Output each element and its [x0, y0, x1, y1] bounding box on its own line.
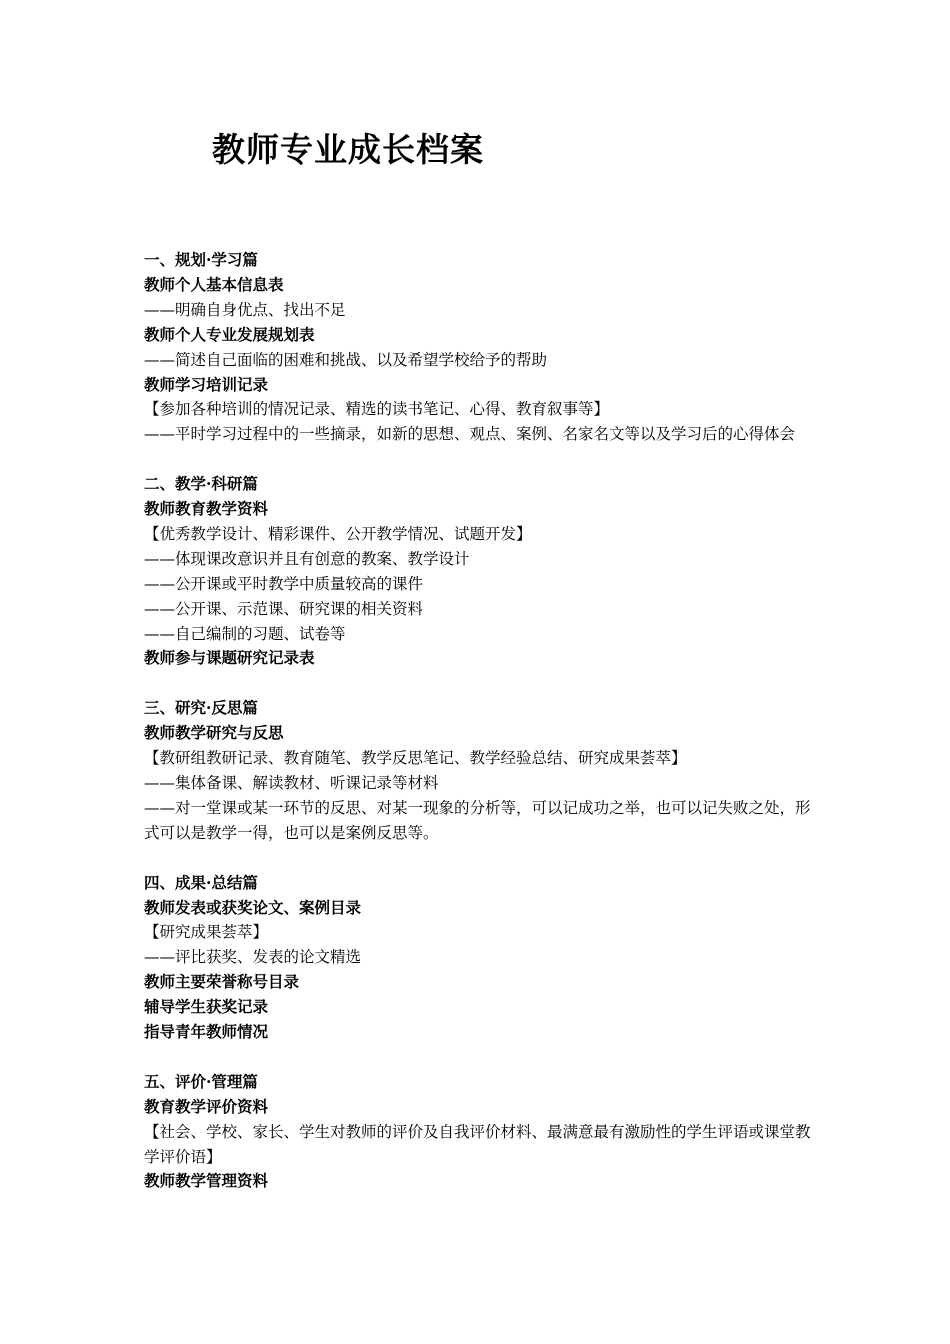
item-title: 教师学习培训记录: [144, 374, 269, 394]
section-spacer: [144, 1045, 812, 1070]
item-title: 辅导学生获奖记录: [144, 997, 269, 1017]
section-spacer: [144, 447, 812, 472]
item-title: 教师发表或获奖论文、案例目录: [144, 897, 362, 917]
section-heading: 五、评价·管理篇: [144, 1071, 258, 1091]
item-note: 【研究成果荟萃】: [144, 923, 269, 942]
section-heading: 一、规划·学习篇: [144, 250, 258, 269]
item-note: ——平时学习过程中的一些摘录，如新的思想、观点、案例、名家名文等以及学习后的心得体会: [144, 425, 796, 444]
section-spacer: [144, 846, 812, 871]
item-note: ——评比获奖、发表的论文精选: [144, 948, 362, 967]
section-planning-learning: [144, 248, 812, 447]
item-title: 教师教学研究与反思: [144, 723, 284, 743]
section-heading: 二、教学·科研篇: [144, 474, 258, 494]
item-title: 教师教学管理资料: [144, 1171, 269, 1191]
item-note: 【社会、学校、家长、学生对教师的评价及自我评价材料、最满意最有激励性的学生评语或课堂教学评价语】: [144, 1122, 811, 1166]
item-note: ——明确自身优点、找出不足: [144, 300, 346, 319]
item-note: 【教研组教研记录、教育随笔、教学反思笔记、教学经验总结、研究成果荟萃】: [144, 749, 687, 768]
item-note: ——公开课或平时教学中质量较高的课件: [144, 574, 424, 593]
section-evaluation-management: [144, 1070, 812, 1195]
item-note: 【参加各种培训的情况记录、精选的读书笔记、心得、教育叙事等】: [144, 400, 610, 419]
section-heading: 三、研究·反思篇: [144, 698, 258, 718]
section-results-summary: [144, 871, 812, 1045]
item-note: ——自己编制的习题、试卷等: [144, 624, 346, 643]
item-note: ——简述自己面临的困难和挑战、以及希望学校给予的帮助: [144, 350, 548, 369]
item-title: 教育教学评价资料: [144, 1096, 269, 1116]
section-spacer: [144, 671, 812, 696]
document-body: [144, 248, 812, 1194]
item-title: 教师主要荣誉称号目录: [144, 972, 300, 992]
item-note: ——对一堂课或某一环节的反思、对某一现象的分析等，可以记成功之举，也可以记失败之处，形式可以是教学一得，也可以是案例反思等。: [144, 798, 811, 842]
item-title: 教师参与课题研究记录表: [144, 648, 315, 668]
item-title: 教师个人基本信息表: [144, 274, 284, 294]
item-title: 教师个人专业发展规划表: [144, 324, 315, 344]
item-title: 教师教育教学资料: [144, 499, 269, 519]
document-title: 教师专业成长档案: [212, 130, 484, 169]
item-note: 【优秀教学设计、精彩课件、公开教学情况、试题开发】: [144, 524, 532, 543]
section-research-reflection: [144, 696, 812, 845]
item-note: ——集体备课、解读教材、听课记录等材料: [144, 774, 439, 792]
item-note: ——公开课、示范课、研究课的相关资料: [144, 599, 424, 618]
section-teaching-research: [144, 472, 812, 671]
section-heading: 四、成果·总结篇: [144, 872, 258, 892]
item-title: 指导青年教师情况: [144, 1022, 269, 1042]
item-note: ——体现课改意识并且有创意的教案、教学设计: [144, 549, 470, 568]
